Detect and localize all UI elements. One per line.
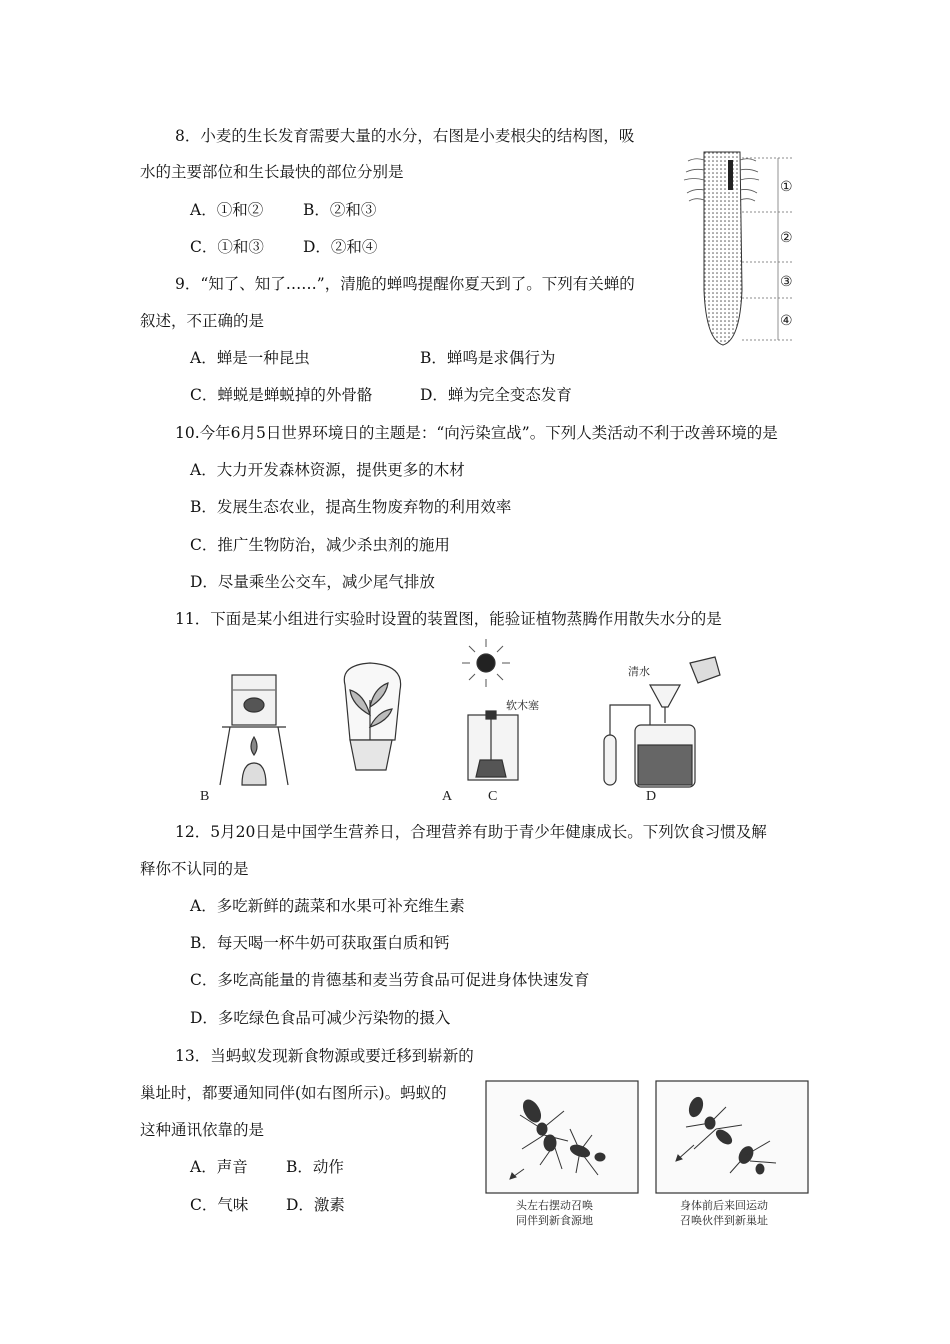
q9-option-c: C．蝉蜕是蝉蜕掉的外骨骼 [190, 386, 373, 404]
q8-option-b: B．②和③ [303, 201, 377, 219]
root-label-1: ① [780, 180, 793, 195]
q10-option-c: C．推广生物防治，减少杀虫剂的施用 [190, 536, 450, 554]
q10-option-b: B．发展生态农业，提高生物废弃物的利用效率 [190, 498, 512, 516]
q8-option-c: C．①和③ [190, 238, 264, 256]
q13-option-b: B．动作 [286, 1158, 344, 1176]
cork-label: 软木塞 [506, 699, 539, 712]
q13-option-d: D．激素 [286, 1196, 345, 1214]
q12-option-c: C．多吃高能量的肯德基和麦当劳食品可促进身体快速发育 [190, 971, 590, 989]
ant-communication-figure [480, 1045, 815, 1235]
q10-option-d: D．尽量乘坐公交车，减少尾气排放 [190, 573, 435, 591]
q12-line-1: 12．5月20日是中国学生营养日，合理营养有助于青少年健康成长。下列饮食习惯及解 [175, 823, 767, 841]
clear-water-label: 清水 [628, 665, 650, 678]
root-label-3: ③ [780, 275, 793, 290]
q9-option-a: A．蝉是一种昆虫 [190, 349, 310, 367]
q9-option-d: D．蝉为完全变态发育 [420, 386, 572, 404]
q13-line-3: 这种通讯依靠的是 [140, 1121, 265, 1139]
q12-option-a: A．多吃新鲜的蔬菜和水果可补充维生素 [190, 897, 465, 915]
q13-option-a: A．声音 [190, 1158, 248, 1176]
q12-option-d: D．多吃绿色食品可减少污染物的摄入 [190, 1009, 451, 1027]
q13-option-c: C．气味 [190, 1196, 249, 1214]
root-label-4: ④ [780, 314, 793, 329]
q13-line-1: 13．当蚂蚁发现新食物源或要迁移到崭新的 [175, 1047, 474, 1065]
figure-label-a: A [442, 789, 453, 804]
right-caption-line-2: 召唤伙伴到新巢址 [680, 1214, 768, 1227]
q9-line-2: 叙述，不正确的是 [140, 312, 265, 330]
q9-option-b: B．蝉鸣是求偶行为 [420, 349, 556, 367]
figure-label-d: D [646, 789, 657, 804]
root-label-2: ② [780, 231, 793, 246]
q8-line-1: 8．小麦的生长发育需要大量的水分，右图是小麦根尖的结构图，吸 [175, 127, 635, 145]
q9-line-1: 9．“知了、知了……”，清脆的蝉鸣提醒你夏天到了。下列有关蝉的 [175, 275, 635, 293]
left-caption-line-2: 同伴到新食源地 [516, 1214, 593, 1227]
left-caption-line-1: 头左右摆动召唤 [516, 1199, 593, 1212]
q8-option-d: D．②和④ [303, 238, 378, 256]
q12-line-2: 释你不认同的是 [140, 860, 249, 878]
q8-option-a: A．①和② [190, 201, 264, 219]
figure-label-b: B [200, 789, 210, 804]
figure-label-c: C [488, 789, 498, 804]
q10-option-a: A．大力开发森林资源，提供更多的木材 [190, 461, 465, 479]
q10-line-1: 10.今年6月5日世界环境日的主题是：“向污染宣战”。下列人类活动不利于改善环境的是 [175, 424, 778, 442]
right-caption-line-1: 身体前后来回运动 [680, 1199, 768, 1212]
q8-line-2: 水的主要部位和生长最快的部位分别是 [140, 163, 404, 181]
root-tip-figure [680, 140, 800, 360]
q12-option-b: B．每天喝一杯牛奶可获取蛋白质和钙 [190, 934, 450, 952]
q13-line-2: 巢址时，都要通知同伴(如右图所示)。蚂蚁的 [140, 1084, 447, 1102]
q11-line-1: 11．下面是某小组进行实验时设置的装置图，能验证植物蒸腾作用散失水分的是 [175, 610, 722, 628]
transpiration-apparatus-figure [200, 645, 730, 810]
